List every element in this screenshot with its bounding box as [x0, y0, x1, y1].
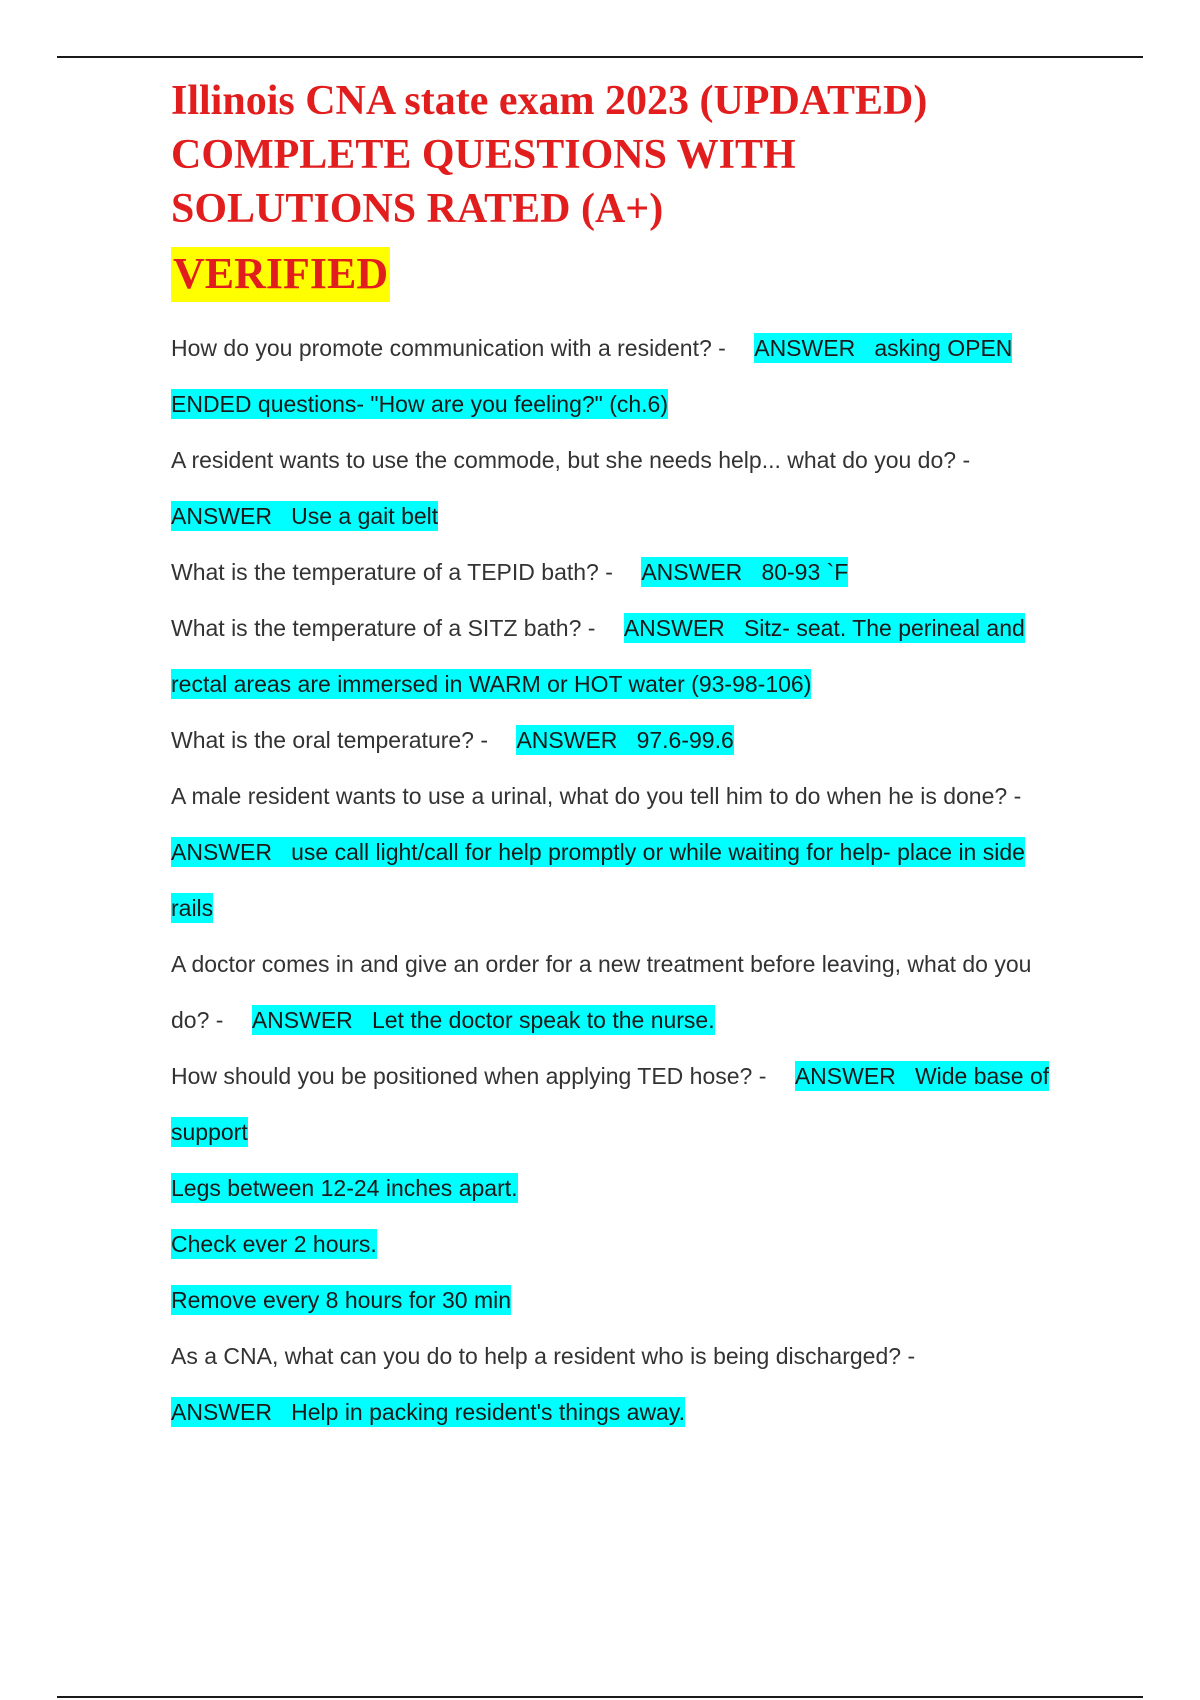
answer-label: ANSWER: [623, 615, 725, 641]
qa-item: What is the temperature of a SITZ bath? - ANSWER Sitz- seat. The perineal and rectal areas are immersed in WARM or HOT water (93-98-106): [171, 615, 1025, 697]
answer-label: ANSWER: [251, 1007, 353, 1033]
answer-text: Use a gait belt: [291, 503, 439, 529]
top-rule: [57, 56, 1143, 58]
title-line-2: COMPLETE QUESTIONS WITH: [171, 132, 796, 178]
qa-item: How do you promote communication with a resident? - ANSWER asking OPEN ENDED questions- "How are you feeling?" (ch.6): [171, 335, 1013, 417]
qa-item: How should you be positioned when applying TED hose? - ANSWER Wide base of support Legs between 12-24 inches apart. Check ever 2 hours. Remove every 8 hours for 30 min: [171, 1048, 1071, 1328]
question-text: How should you be positioned when applying TED hose?: [171, 1063, 753, 1089]
answer-text: Sitz- seat. The perineal and rectal areas are immersed in WARM or HOT water (93-98-106): [171, 615, 1025, 697]
qa-item: What is the oral temperature? - ANSWER 97.6-99.6: [171, 727, 734, 753]
answer-extra-line: Legs between 12-24 inches apart.: [171, 1175, 518, 1201]
question-text: A resident wants to use the commode, but she needs help... what do you do?: [171, 447, 957, 473]
answer-text: Help in packing resident's things away.: [291, 1399, 686, 1425]
answer-extra-line: Check ever 2 hours.: [171, 1231, 377, 1257]
verified-badge-wrap: [171, 246, 1071, 312]
document-title: [171, 74, 1071, 236]
answer-label: ANSWER: [754, 335, 856, 361]
qa-item: A male resident wants to use a urinal, what do you tell him to do when he is done? - ANSWER use call light/call for help promptly or while waiting for help- place in side rails: [171, 783, 1028, 921]
answer-text: Wide base of support: [171, 1063, 1050, 1145]
question-text: As a CNA, what can you do to help a resident who is being discharged?: [171, 1343, 902, 1369]
title-line-3: SOLUTIONS RATED (A+): [171, 186, 664, 232]
question-text: How do you promote communication with a resident?: [171, 335, 712, 361]
answer-label: ANSWER: [794, 1063, 896, 1089]
title-line-1: Illinois CNA state exam 2023 (UPDATED): [171, 78, 928, 124]
answer-text: asking OPEN ENDED questions- "How are you feeling?" (ch.6): [171, 335, 1013, 417]
answer-extra-line: Remove every 8 hours for 30 min: [171, 1287, 512, 1313]
question-text: What is the temperature of a TEPID bath?: [171, 559, 599, 585]
qa-item: A doctor comes in and give an order for a new treatment before leaving, what do you do? - ANSWER Let the doctor speak to the nurse.: [171, 951, 1032, 1033]
bottom-rule: [57, 1696, 1143, 1698]
answer-label: ANSWER: [641, 559, 743, 585]
answer-text: 97.6-99.6: [636, 727, 734, 753]
qa-item: As a CNA, what can you do to help a resident who is being discharged? - ANSWER Help in packing resident's things away.: [171, 1343, 916, 1425]
question-text: A doctor comes in and give an order for a new treatment before leaving, what do you do?: [171, 951, 1032, 1033]
question-text: What is the temperature of a SITZ bath?: [171, 615, 582, 641]
qa-item: What is the temperature of a TEPID bath? - ANSWER 80-93 `F: [171, 559, 849, 585]
answer-label: ANSWER: [171, 1399, 272, 1425]
answer-label: ANSWER: [171, 839, 272, 865]
answer-text: 80-93 `F: [761, 559, 849, 585]
qa-item: A resident wants to use the commode, but she needs help... what do you do? - ANSWER Use a gait belt: [171, 447, 971, 529]
answer-label: ANSWER: [171, 503, 272, 529]
answer-label: ANSWER: [516, 727, 618, 753]
answer-text: Let the doctor speak to the nurse.: [371, 1007, 715, 1033]
question-text: A male resident wants to use a urinal, what do you tell him to do when he is done?: [171, 783, 1008, 809]
question-text: What is the oral temperature?: [171, 727, 474, 753]
answer-text: use call light/call for help promptly or while waiting for help- place in side rails: [171, 839, 1025, 921]
document-body: [171, 74, 1071, 1440]
verified-badge: VERIFIED: [171, 247, 390, 302]
